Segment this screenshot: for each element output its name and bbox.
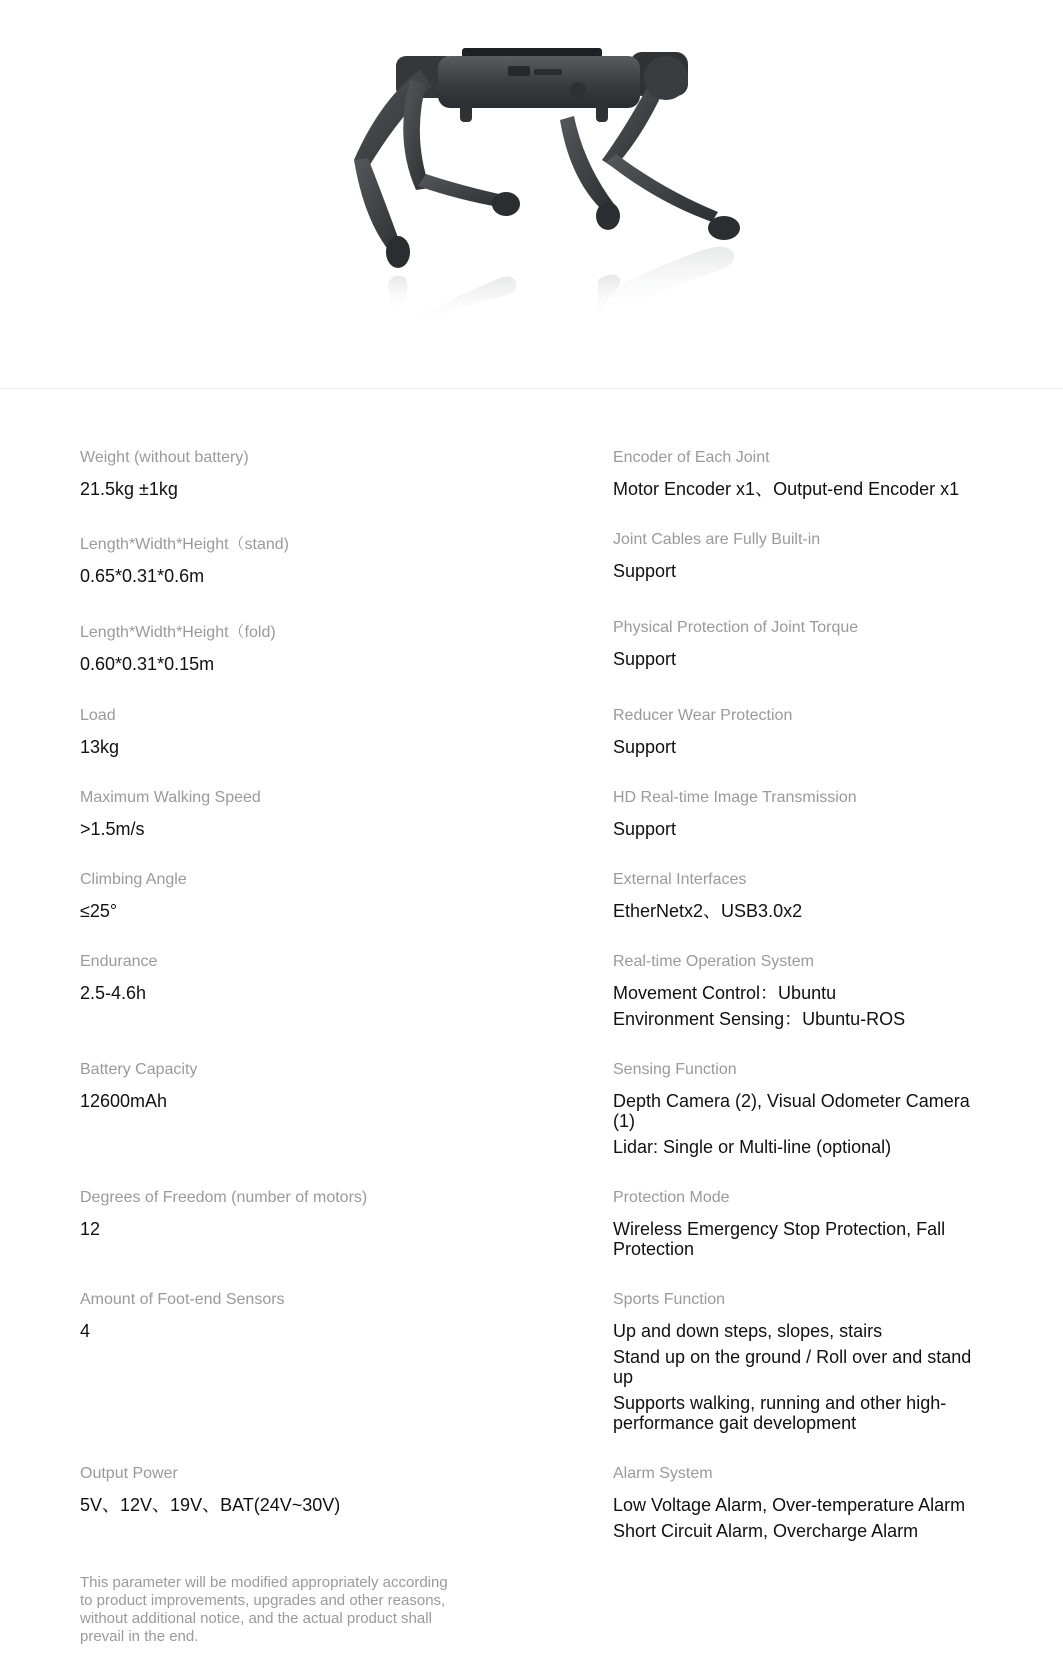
spec-value: Wireless Emergency Stop Protection, Fall Protection bbox=[613, 1219, 946, 1259]
spec-sensing-function bbox=[613, 1060, 993, 1163]
spec-value: 0.65*0.31*0.6m bbox=[80, 566, 205, 586]
spec-external-interfaces bbox=[613, 870, 993, 927]
spec-value: Supports walking, running and other high-performance gait development bbox=[613, 1393, 947, 1433]
spec-label: Endurance bbox=[80, 953, 158, 970]
spec-value: 12 bbox=[80, 1219, 101, 1239]
disclaimer-note: This parameter will be modified appropriately according to product improvements, upgrades and other reasons, without additional notice, and the actual product shall prevail in the end. bbox=[80, 1574, 448, 1645]
spec-dimensions-fold bbox=[80, 623, 540, 680]
spec-walking-speed bbox=[80, 788, 540, 845]
spec-label: HD Real-time Image Transmission bbox=[613, 789, 857, 806]
spec-output-power bbox=[80, 1464, 540, 1521]
product-hero bbox=[0, 0, 1063, 388]
spec-value: 21.5kg ±1kg bbox=[80, 479, 178, 499]
spec-value: EtherNetx2、USB3.0x2 bbox=[613, 901, 803, 921]
spec-battery-capacity bbox=[80, 1060, 540, 1117]
spec-label: Sensing Function bbox=[613, 1061, 737, 1078]
spec-label: Physical Protection of Joint Torque bbox=[613, 619, 859, 636]
spec-value: Up and down steps, slopes, stairs bbox=[613, 1321, 883, 1341]
spec-label: Degrees of Freedom (number of motors) bbox=[80, 1189, 368, 1206]
spec-value: Lidar: Single or Multi-line (optional) bbox=[613, 1137, 892, 1157]
spec-foot-sensors bbox=[80, 1290, 540, 1347]
spec-value: Support bbox=[613, 819, 677, 839]
spec-weight bbox=[80, 448, 540, 505]
spec-label: Sports Function bbox=[613, 1291, 726, 1308]
spec-label: Alarm System bbox=[613, 1465, 713, 1482]
spec-value: 4 bbox=[80, 1321, 91, 1341]
spec-label: Climbing Angle bbox=[80, 871, 187, 888]
spec-dimensions-stand bbox=[80, 535, 540, 592]
spec-label: Joint Cables are Fully Built-in bbox=[613, 531, 821, 548]
spec-value: Depth Camera (2), Visual Odometer Camera (1) bbox=[613, 1091, 970, 1131]
spec-label: Maximum Walking Speed bbox=[80, 789, 261, 806]
hero-divider bbox=[0, 388, 1063, 389]
spec-value: 13kg bbox=[80, 737, 120, 757]
spec-value: Environment Sensing：Ubuntu-ROS bbox=[613, 1009, 906, 1029]
spec-label: Real-time Operation System bbox=[613, 953, 814, 970]
spec-value: 2.5-4.6h bbox=[80, 983, 147, 1003]
spec-protection-mode bbox=[613, 1188, 993, 1265]
spec-sports-function bbox=[613, 1290, 993, 1439]
spec-value: 0.60*0.31*0.15m bbox=[80, 654, 215, 674]
spec-value: 12600mAh bbox=[80, 1091, 168, 1111]
spec-alarm-system bbox=[613, 1464, 993, 1547]
spec-value: Motor Encoder x1、Output-end Encoder x1 bbox=[613, 479, 960, 499]
spec-label: Length*Width*Height（stand) bbox=[80, 536, 290, 553]
spec-label: Reducer Wear Protection bbox=[613, 707, 793, 724]
spec-joint-encoder bbox=[613, 448, 993, 505]
spec-operation-system bbox=[613, 952, 993, 1035]
spec-label: Length*Width*Height（fold) bbox=[80, 624, 276, 641]
spec-label: Amount of Foot-end Sensors bbox=[80, 1291, 285, 1308]
spec-label: Protection Mode bbox=[613, 1189, 730, 1206]
spec-value: Support bbox=[613, 737, 677, 757]
spec-label: Output Power bbox=[80, 1465, 178, 1482]
spec-value: Movement Control：Ubuntu bbox=[613, 983, 837, 1003]
spec-value: >1.5m/s bbox=[80, 819, 145, 839]
spec-reducer-wear-protection bbox=[613, 706, 993, 763]
spec-value: 5V、12V、19V、BAT(24V~30V) bbox=[80, 1495, 341, 1515]
spec-climbing-angle bbox=[80, 870, 540, 927]
spec-value: Short Circuit Alarm, Overcharge Alarm bbox=[613, 1521, 919, 1541]
spec-label: External Interfaces bbox=[613, 871, 747, 888]
spec-load bbox=[80, 706, 540, 763]
spec-label: Weight (without battery) bbox=[80, 449, 249, 466]
spec-value: Support bbox=[613, 561, 677, 581]
spec-degrees-of-freedom bbox=[80, 1188, 540, 1245]
spec-label: Battery Capacity bbox=[80, 1061, 198, 1078]
spec-endurance bbox=[80, 952, 540, 1009]
spec-label: Encoder of Each Joint bbox=[613, 449, 770, 466]
spec-value: Stand up on the ground / Roll over and stand up bbox=[613, 1347, 972, 1387]
spec-joint-cables bbox=[613, 530, 993, 587]
spec-value: Low Voltage Alarm, Over-temperature Alarm bbox=[613, 1495, 966, 1515]
spec-image-transmission bbox=[613, 788, 993, 845]
spec-value: ≤25° bbox=[80, 901, 118, 921]
spec-value: Support bbox=[613, 649, 677, 669]
robot-dog-image bbox=[0, 0, 1063, 388]
spec-label: Load bbox=[80, 707, 116, 724]
spec-joint-torque-protection bbox=[613, 618, 993, 675]
